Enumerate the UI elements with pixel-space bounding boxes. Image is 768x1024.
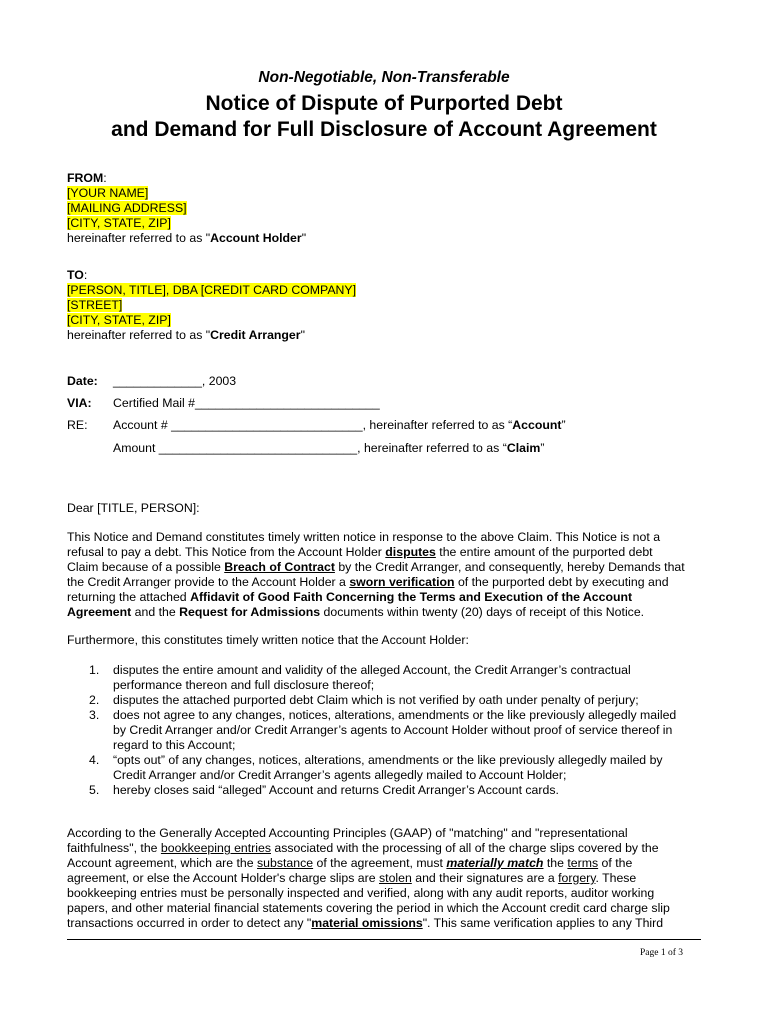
list-number: 1. xyxy=(89,663,100,677)
para3-text: transactions occurred in order to detect any " xyxy=(67,916,312,930)
para1-text: returning the attached xyxy=(67,590,191,604)
from-city: [CITY, STATE, ZIP] xyxy=(67,216,171,230)
list-text: by Credit Arranger and/or Credit Arranger’s agents to Account Holder without proof of service thereof in xyxy=(113,723,673,737)
para1-text: by the Credit Arranger, and consequently, hereby Demands that xyxy=(334,560,685,574)
list-item xyxy=(89,663,701,693)
from-ref-suffix: " xyxy=(301,231,307,245)
para3-text: of the xyxy=(598,856,633,870)
from-reference xyxy=(67,231,306,246)
footer-divider xyxy=(67,939,701,940)
list-number: 3. xyxy=(89,708,100,722)
list-text: does not agree to any changes, notices, alterations, amendments or the like previously allegedly mailed xyxy=(113,708,677,722)
para3-underlined: substance xyxy=(257,856,314,870)
document-title-line-1: Notice of Dispute of Purported Debt xyxy=(205,92,563,115)
para3-line: According to the Generally Accepted Accounting Principles (GAAP) of "matching" and "representational xyxy=(67,826,628,840)
list-item xyxy=(89,753,701,783)
para1-text: Claim because of a possible xyxy=(67,560,225,574)
list-number: 4. xyxy=(89,753,100,767)
list-number: 2. xyxy=(89,693,100,707)
amount-line xyxy=(113,441,544,455)
para3-text: agreement, or else the Account Holder's charge slips are xyxy=(67,871,379,885)
para3-text: associated with the processing of all of the charge slips covered by the xyxy=(271,841,659,855)
para1-line xyxy=(67,560,701,575)
to-colon: : xyxy=(83,268,88,282)
para3-text: and their signatures are a xyxy=(411,871,559,885)
para3-emphasis: material omissions xyxy=(311,916,423,930)
amount-term: Claim xyxy=(506,441,541,455)
document-title-line-2: and Demand for Full Disclosure of Account Agreement xyxy=(111,118,657,141)
to-city: [CITY, STATE, ZIP] xyxy=(67,313,171,327)
from-colon: : xyxy=(103,171,107,185)
from-label: FROM xyxy=(67,171,104,185)
account-term: Account xyxy=(512,418,562,432)
para1-text: the Credit Arranger provide to the Account Holder a xyxy=(67,575,350,589)
amount-text: Amount _____________________________, hereinafter referred to as “ xyxy=(113,441,507,455)
list-item xyxy=(89,708,701,753)
paragraph-furthermore: Furthermore, this constitutes timely written notice that the Account Holder: xyxy=(67,633,469,647)
para3-text: the xyxy=(543,856,568,870)
dispute-list xyxy=(89,663,701,798)
to-label: TO xyxy=(67,268,84,282)
para3-line: bookkeeping entries must be personally inspected and verified, along with any audit reports, auditor working xyxy=(67,886,655,900)
para3-text: of the agreement, must xyxy=(313,856,447,870)
para1-emphasis: Request for Admissions xyxy=(179,605,321,619)
list-text: disputes the entire amount and validity of the alleged Account, the Credit Arranger’s contractual xyxy=(113,663,631,677)
via-value: Certified Mail #___________________________ xyxy=(113,396,380,410)
to-block xyxy=(67,268,356,343)
para3-text: . These xyxy=(595,871,637,885)
list-number: 5. xyxy=(89,783,100,797)
from-ref-term: Account Holder xyxy=(210,231,302,245)
para3-underlined: bookkeeping entries xyxy=(160,841,271,855)
via-label: VIA: xyxy=(67,396,92,410)
para1-text: refusal to pay a debt. This Notice from the Account Holder xyxy=(67,545,386,559)
para3-underlined: stolen xyxy=(379,871,412,885)
date-value: _____________, 2003 xyxy=(113,374,237,388)
to-ref-prefix: hereinafter referred to as " xyxy=(67,328,211,342)
to-street: [STREET] xyxy=(67,298,123,312)
from-block xyxy=(67,171,306,246)
para1-text: the entire amount of the purported debt xyxy=(435,545,653,559)
para3-text: ". This same verification applies to any Third xyxy=(422,916,664,930)
paragraph-gaap xyxy=(67,826,701,931)
para3-line: papers, and other material financial statements covering the period in which the Account credit card charge slip xyxy=(67,901,670,915)
para3-line xyxy=(67,841,701,856)
list-item xyxy=(89,693,701,708)
list-item xyxy=(89,783,701,798)
from-ref-prefix: hereinafter referred to as " xyxy=(67,231,211,245)
to-person: [PERSON, TITLE], DBA [CREDIT CARD COMPANY] xyxy=(67,283,357,297)
para3-line xyxy=(67,871,701,886)
to-reference xyxy=(67,328,356,343)
document-subtitle: Non-Negotiable, Non-Transferable xyxy=(258,69,510,86)
page-number: Page 1 of 3 xyxy=(639,948,683,958)
para1-line xyxy=(67,605,701,620)
amount-suffix: ” xyxy=(540,441,545,455)
salutation: Dear [TITLE, PERSON]: xyxy=(67,501,200,515)
para1-emphasis: Agreement xyxy=(67,605,132,619)
to-ref-suffix: " xyxy=(300,328,305,342)
para3-text: faithfulness", the xyxy=(67,841,161,855)
list-text: hereby closes said “alleged” Account and returns Credit Arranger’s Account cards. xyxy=(113,783,559,797)
para1-text: and the xyxy=(131,605,180,619)
para1-emphasis: sworn verification xyxy=(349,575,455,589)
date-label: Date: xyxy=(67,374,98,388)
list-text: regard to this Account; xyxy=(113,738,236,752)
para3-emphasis: materially match xyxy=(446,856,544,870)
para1-line: This Notice and Demand constitutes timely written notice in response to the above Claim. This Notice is not a xyxy=(67,530,661,544)
para1-emphasis: disputes xyxy=(385,545,436,559)
account-text: Account # ____________________________, hereinafter referred to as “ xyxy=(113,418,513,432)
para1-line xyxy=(67,575,701,590)
from-address: [MAILING ADDRESS] xyxy=(67,201,187,215)
para1-text: of the purported debt by executing and xyxy=(454,575,669,589)
to-ref-term: Credit Arranger xyxy=(210,328,301,342)
list-text: “opts out” of any changes, notices, alterations, amendments or the like previously allegedly mailed by xyxy=(113,753,663,767)
account-suffix: ” xyxy=(561,418,566,432)
para3-line xyxy=(67,856,701,871)
list-text: disputes the attached purported debt Claim which is not verified by oath under penalty of perjury; xyxy=(113,693,639,707)
para3-line xyxy=(67,916,701,931)
paragraph-notice xyxy=(67,530,701,620)
para1-emphasis: Breach of Contract xyxy=(224,560,335,574)
para3-underlined: terms xyxy=(567,856,599,870)
list-text: Credit Arranger and/or Credit Arranger’s agents allegedly mailed to Account Holder; xyxy=(113,768,567,782)
para1-emphasis: Affidavit of Good Faith Concerning the Terms and Execution of the Account xyxy=(190,590,633,604)
para1-line xyxy=(67,590,701,605)
para3-text: Account agreement, which are the xyxy=(67,856,258,870)
account-line xyxy=(113,418,566,432)
para1-text: documents within twenty (20) days of receipt of this Notice. xyxy=(320,605,645,619)
list-text: performance thereon and full disclosure thereof; xyxy=(113,678,375,692)
from-name: [YOUR NAME] xyxy=(67,186,149,200)
para1-line xyxy=(67,545,701,560)
para3-underlined: forgery xyxy=(558,871,596,885)
re-label: RE: xyxy=(67,418,88,432)
